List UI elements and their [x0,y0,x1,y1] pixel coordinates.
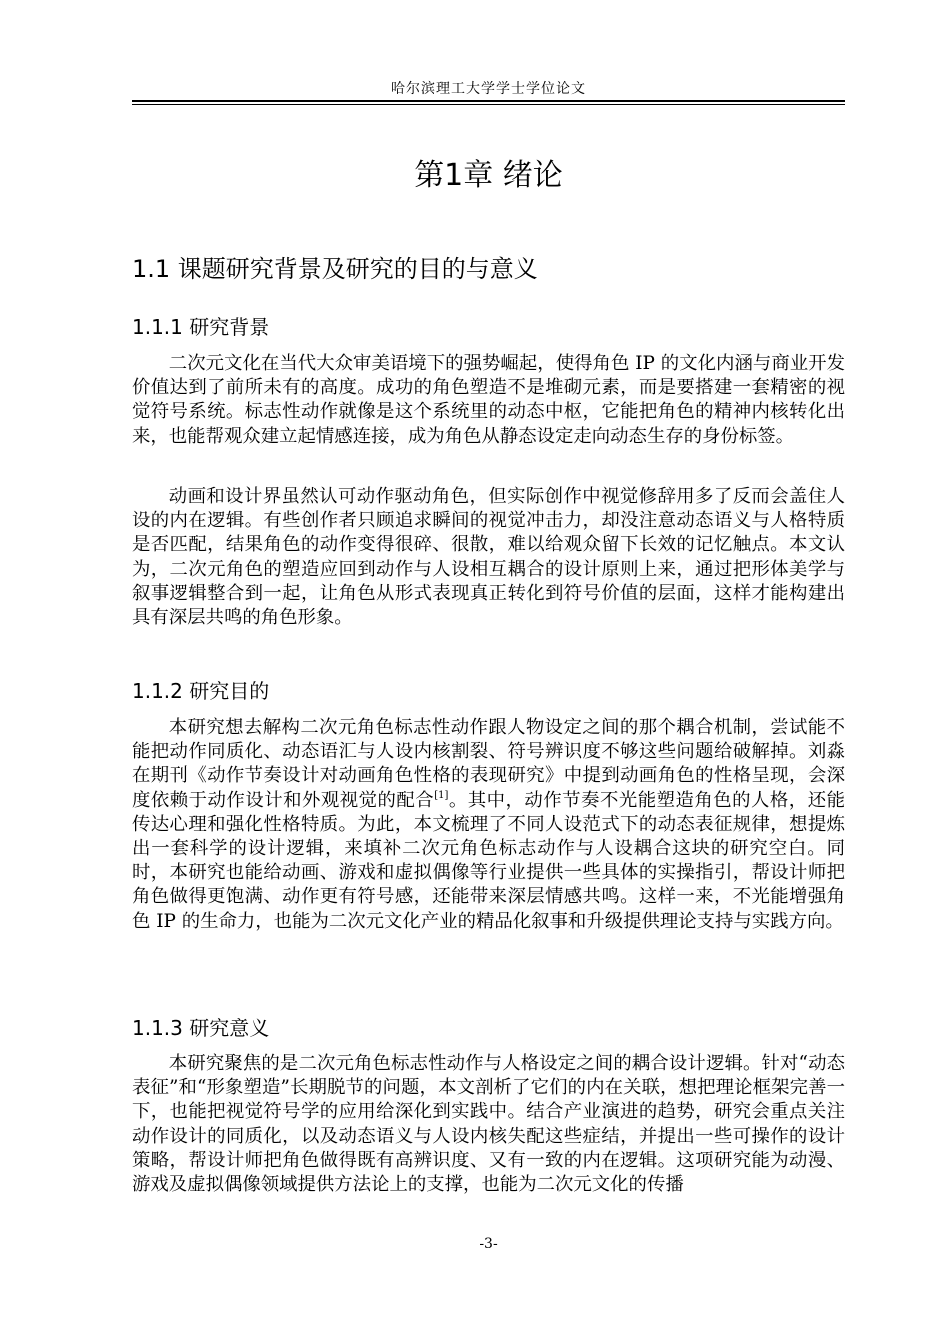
paragraph-purpose-text-b: 。其中，动作节奏不光能塑造角色的人格，还能传达心理和强化性格特质。为此，本文梳理了不同人设范式下的动态表征规律，想提炼出一套科学的设计逻辑，来填补二次元角色标志动作与人设耦合这块的研究空白。同时，本研究也能给动画、游戏和虚拟偶像等行业提供一些具体的实操指引，帮设计师把角色做得更饱满、动作更有符号感，还能带来深层情感共鸣。这样一来，不光能增强角色 IP 的生命力，也能为二次元文化产业的精品化叙事和升级提供理论支持与实践方向。 [132,789,845,932]
header-rule-thin [132,104,845,105]
section-heading-1-1-2: 1.1.2 研究目的 [132,679,270,703]
paragraph-purpose-text-a: 本研究想去解构二次元角色标志性动作跟人物设定之间的那个耦合机制，尝试能不能把动作同质化、动态语汇与人设内核割裂、符号辨识度不够这些问题给破解掉。刘淼在期刊《动作节奏设计对动画角色性格的表现研究》中提到动画角色的性格呈现，会深度依赖于动作设计和外观视觉的配合 [132,717,845,811]
paragraph-background-2: 动画和设计界虽然认可动作驱动角色，但实际创作中视觉修辞用多了反而会盖住人设的内在逻辑。有些创作者只顾追求瞬间的视觉冲击力，却没注意动态语义与人格特质是否匹配，结果角色的动作变得很碎、很散，难以给观众留下长效的记忆触点。本文认为，二次元角色的塑造应回到动作与人设相互耦合的设计原则上来，通过把形体美学与叙事逻辑整合到一起，让角色从形式表现真正转化到符号价值的层面，这样才能构建出具有深层共鸣的角色形象。 [132,486,845,629]
chapter-title: 第1章 绪论 [414,158,563,193]
section-heading-1-1-3: 1.1.3 研究意义 [132,1016,270,1040]
paragraph-background-1: 二次元文化在当代大众审美语境下的强势崛起，使得角色 IP 的文化内涵与商业开发价值达到了前所未有的高度。成功的角色塑造不是堆砌元素，而是要搭建一套精密的视觉符号系统。标志性动作就像是这个系统里的动态中枢，它能把角色的精神内核转化出来，也能帮观众建立起情感连接，成为角色从静态设定走向动态生存的身份标签。 [132,353,845,447]
paragraph-purpose [132,716,845,934]
section-heading-1-1: 1.1 课题研究背景及研究的目的与意义 [132,255,538,283]
running-header: 哈尔滨理工大学学士学位论文 [391,81,586,97]
page-number: -3- [479,1236,498,1252]
citation-marker: [1] [434,789,449,801]
header-rule-thick [132,100,845,102]
paragraph-significance: 本研究聚焦的是二次元角色标志性动作与人格设定之间的耦合设计逻辑。针对“动态表征”和“形象塑造”长期脱节的问题，本文剖析了它们的内在关联，想把理论框架完善一下，也能把视觉符号学的应用给深化到实践中。结合产业演进的趋势，研究会重点关注动作设计的同质化，以及动态语义与人设内核失配这些症结，并提出一些可操作的设计策略，帮设计师把角色做得既有高辨识度、又有一致的内在逻辑。这项研究能为动漫、游戏及虚拟偶像领域提供方法论上的支撑，也能为二次元文化的传播 [132,1053,845,1196]
section-heading-1-1-1: 1.1.1 研究背景 [132,315,270,339]
